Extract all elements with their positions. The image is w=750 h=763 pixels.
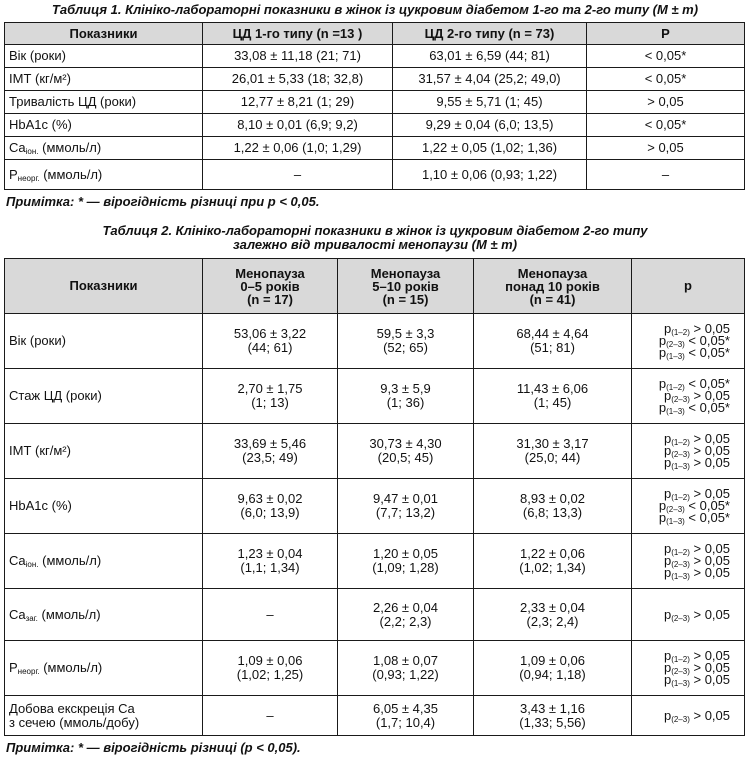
cell-meno-0-5: – [203,589,338,641]
cell-meno-10-plus: 2,33 ± 0,04 (2,3; 2,4) [474,589,632,641]
table-row [5,160,745,190]
table-row [5,641,745,696]
p-value: $p_{(2-3)} > 0,05$ [663,388,730,404]
p-value: $p_{(2-3)} < 0,05*$ [658,498,730,514]
p-value: $p_{(2-3)} > 0,05$ [663,443,730,459]
table2-body [5,314,745,736]
cell-meno-5-10: 30,73 ± 4,30 (20,5; 45) [338,424,474,479]
p-value: $p_{(2-3)} > 0,05$ [663,660,730,676]
cell-type2: 31,57 ± 4,04 (25,2; 49,0) [393,68,587,91]
cell-type2: 1,10 ± 0,06 (0,93; 1,22) [393,160,587,190]
cell-p [632,314,745,369]
cell-p: > 0,05 [587,137,745,160]
row-label: Добова екскреція Ca з сечею (ммоль/добу) [5,696,203,736]
cell-meno-0-5: 1,23 ± 0,04 (1,1; 1,34) [203,534,338,589]
cell-p [632,696,745,736]
row-label: Тривалість ЦД (роки) [5,91,203,114]
table-row [5,534,745,589]
cell-type1: 33,08 ± 11,18 (21; 71) [203,45,393,68]
table2-header-indicators: Показники [5,259,203,314]
row-label: $P_{неорг.}$ (ммоль/л) [5,160,203,190]
cell-p [632,479,745,534]
cell-meno-5-10: 1,20 ± 0,05 (1,09; 1,28) [338,534,474,589]
p-value: $p_{(2-3)} < 0,05*$ [658,333,730,349]
row-label: HbA1c (%) [5,114,203,137]
p-value: $p_{(2-3)} > 0,05$ [663,707,730,724]
cell-meno-10-plus: 8,93 ± 0,02 (6,8; 13,3) [474,479,632,534]
cell-type1: 8,10 ± 0,01 (6,9; 9,2) [203,114,393,137]
row-label: Вік (роки) [5,314,203,369]
cell-meno-0-5: 1,09 ± 0,06 (1,02; 1,25) [203,641,338,696]
cell-p [632,534,745,589]
table-row [5,114,745,137]
cell-p: < 0,05* [587,68,745,91]
cell-meno-0-5: 53,06 ± 3,22 (44; 61) [203,314,338,369]
cell-meno-5-10: 9,3 ± 5,9 (1; 36) [338,369,474,424]
table-row [5,424,745,479]
table-row [5,45,745,68]
p-value: $p_{(2-3)} > 0,05$ [663,606,730,623]
cell-type2: 9,29 ± 0,04 (6,0; 13,5) [393,114,587,137]
cell-meno-5-10: 1,08 ± 0,07 (0,93; 1,22) [338,641,474,696]
cell-p: < 0,05* [587,45,745,68]
p-value: $p_{(1-3)} < 0,05*$ [658,345,730,361]
p-value: $p_{(1-3)} < 0,05*$ [658,510,730,526]
cell-meno-5-10: 59,5 ± 3,3 (52; 65) [338,314,474,369]
table-row [5,137,745,160]
cell-meno-10-plus: 68,44 ± 4,64 (51; 81) [474,314,632,369]
cell-meno-10-plus: 3,43 ± 1,16 (1,33; 5,56) [474,696,632,736]
table1-header-p: P [587,23,745,45]
cell-type1: 1,22 ± 0,06 (1,0; 1,29) [203,137,393,160]
cell-type1: – [203,160,393,190]
row-label: $Ca_{іон.}$ (ммоль/л) [5,137,203,160]
table2-note: Примітка: * — вірогідність різниці (p < 0,05). [6,740,301,755]
table2-caption-line2: залежно від тривалості менопаузи (M ± m) [232,237,518,252]
p-value: $p_{(2-3)} > 0,05$ [663,553,730,569]
cell-p [632,589,745,641]
cell-type2: 63,01 ± 6,59 (44; 81) [393,45,587,68]
table2-header-row [5,259,745,314]
row-label: $Ca_{іон.}$ (ммоль/л) [5,534,203,589]
cell-meno-10-plus: 11,43 ± 6,06 (1; 45) [474,369,632,424]
p-value: $p_{(1-2)} > 0,05$ [663,486,730,502]
table1-caption: Таблиця 1. Клініко-лабораторні показники в жінок із цукровим діабетом 1-го та 2-го типу (M ± m) [51,2,699,17]
table-row [5,369,745,424]
cell-meno-5-10: 2,26 ± 0,04 (2,2; 2,3) [338,589,474,641]
cell-type2: 9,55 ± 5,71 (1; 45) [393,91,587,114]
table2-header-p: p [632,259,745,314]
p-value: $p_{(1-3)} > 0,05$ [663,455,730,471]
p-value: $p_{(1-3)} > 0,05$ [663,565,730,581]
table2-header-meno-10-plus: Менопауза понад 10 років (n = 41) [474,259,632,314]
p-value: $p_{(1-2)} > 0,05$ [663,431,730,447]
row-label: $Ca_{заг.}$ (ммоль/л) [5,589,203,641]
cell-meno-10-plus: 1,22 ± 0,06 (1,02; 1,34) [474,534,632,589]
cell-p: < 0,05* [587,114,745,137]
table-row [5,479,745,534]
p-value: $p_{(1-2)} > 0,05$ [663,541,730,557]
cell-type2: 1,22 ± 0,05 (1,02; 1,36) [393,137,587,160]
p-value: $p_{(1-2)} < 0,05*$ [658,376,730,392]
cell-p [632,369,745,424]
table-row [5,589,745,641]
table2 [4,258,745,736]
row-label: ІМТ (кг/м²) [5,68,203,91]
cell-meno-5-10: 6,05 ± 4,35 (1,7; 10,4) [338,696,474,736]
row-label: $P_{неорг.}$ (ммоль/л) [5,641,203,696]
cell-meno-0-5: 2,70 ± 1,75 (1; 13) [203,369,338,424]
cell-meno-0-5: 33,69 ± 5,46 (23,5; 49) [203,424,338,479]
cell-meno-0-5: 9,63 ± 0,02 (6,0; 13,9) [203,479,338,534]
table1-note: Примітка: * — вірогідність різниці при p < 0,05. [6,194,320,209]
row-label: Вік (роки) [5,45,203,68]
cell-p: – [587,160,745,190]
cell-p [632,424,745,479]
cell-p: > 0,05 [587,91,745,114]
cell-meno-5-10: 9,47 ± 0,01 (7,7; 13,2) [338,479,474,534]
table1-header-type1: ЦД 1-го типу (n =13 ) [203,23,393,45]
cell-type1: 12,77 ± 8,21 (1; 29) [203,91,393,114]
p-value: $p_{(1-3)} < 0,05*$ [658,400,730,416]
cell-p [632,641,745,696]
table2-caption [4,224,746,258]
p-value: $p_{(1-2)} > 0,05$ [663,321,730,337]
table2-header-meno-0-5: Менопауза 0–5 років (n = 17) [203,259,338,314]
row-label: ІМТ (кг/м²) [5,424,203,479]
cell-meno-10-plus: 1,09 ± 0,06 (0,94; 1,18) [474,641,632,696]
table1 [4,22,745,190]
table1-header-indicators: Показники [5,23,203,45]
table-row [5,91,745,114]
table2-header-meno-5-10: Менопауза 5–10 років (n = 15) [338,259,474,314]
table1-header-row [5,23,745,45]
document-page [4,0,746,756]
table2-caption-line1: Таблиця 2. Клініко-лабораторні показники в жінок із цукровим діабетом 2-го типу [102,223,648,238]
cell-meno-10-plus: 31,30 ± 3,17 (25,0; 44) [474,424,632,479]
row-label: HbA1c (%) [5,479,203,534]
cell-type1: 26,01 ± 5,33 (18; 32,8) [203,68,393,91]
table-row [5,696,745,736]
table1-header-type2: ЦД 2-го типу (n = 73) [393,23,587,45]
table-row [5,68,745,91]
cell-meno-0-5: – [203,696,338,736]
p-value: $p_{(1-3)} > 0,05$ [663,672,730,688]
p-value: $p_{(1-2)} > 0,05$ [663,648,730,664]
table-row [5,314,745,369]
row-label: Стаж ЦД (роки) [5,369,203,424]
